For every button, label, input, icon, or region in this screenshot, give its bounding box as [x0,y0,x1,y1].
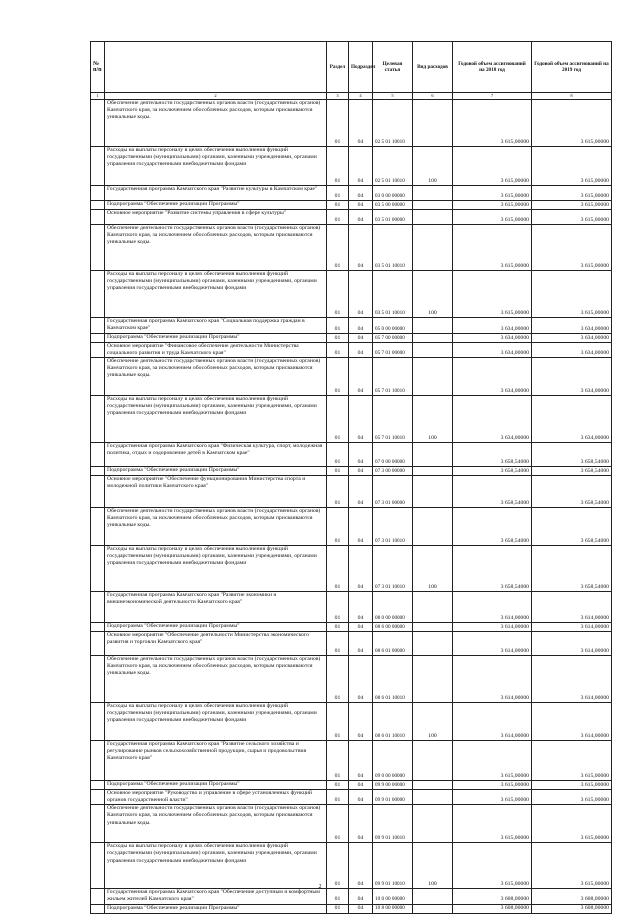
cell-amount-2018: 3 615,00000 [453,805,532,843]
cell-num [91,318,105,334]
cell-amount-2018: 3 614,00000 [453,592,532,623]
cell-amount-2018: 3 615,00000 [453,781,532,790]
header-razdel: Раздел [327,42,349,93]
cell-name: Расходы на выплаты персоналу в целях обеспечения выполнения функций государственными (муниципальными) органами, казенными учреждениями, органами управления государственными внебюджетными фондами [105,703,327,741]
cell-target-article: 08 0 00 00000 [373,592,413,623]
cell-amount-2019: 3 615,00000 [532,741,612,781]
cell-podrazdel: 04 [349,656,373,703]
cell-razdel: 01 [327,508,349,546]
cell-podrazdel: 04 [349,396,373,443]
cell-num [91,508,105,546]
cell-name: Государственная программа Камчатского края "Социальная поддержка граждан в Камчатском крае" [105,318,327,334]
cell-podrazdel: 04 [349,843,373,889]
table-row [91,703,612,741]
cell-podrazdel: 04 [349,343,373,358]
cell-target-article: 07 0 00 00000 [373,443,413,467]
cell-razdel: 01 [327,632,349,656]
table-row [91,396,612,443]
cell-razdel: 01 [327,443,349,467]
cell-razdel: 01 [327,186,349,201]
cell-amount-2018: 3 615,00000 [453,147,532,186]
cell-expense-type [413,343,453,358]
cell-expense-type: 100 [413,271,453,318]
table-row [91,343,612,358]
cell-amount-2019: 3 614,00000 [532,632,612,656]
cell-razdel: 01 [327,271,349,318]
cell-amount-2018: 3 634,00000 [453,334,532,343]
cell-podrazdel: 04 [349,889,373,904]
cell-name: Расходы на выплаты персоналу в целях обеспечения выполнения функций государственными (муниципальными) органами, казенными учреждениями, органами управления государственными внебюджетными фондами [105,147,327,186]
cell-num [91,889,105,904]
cell-amount-2019: 3 615,00000 [532,201,612,210]
cell-amount-2019: 3 615,00000 [532,225,612,271]
table-row [91,781,612,790]
cell-name: Подпрограмма "Обеспечение реализации Программы" [105,467,327,476]
cell-amount-2019: 3 615,00000 [532,843,612,889]
cell-amount-2019: 3 634,00000 [532,396,612,443]
cell-amount-2018: 3 615,00000 [453,271,532,318]
cell-expense-type [413,358,453,396]
cell-num [91,781,105,790]
cell-amount-2019: 3 658,54000 [532,443,612,467]
table-row [91,623,612,632]
cell-expense-type [413,741,453,781]
header-2019: Годовой объем ассигнований на 2019 год [532,42,612,93]
cell-amount-2019: 3 614,00000 [532,656,612,703]
cell-amount-2019: 3 634,00000 [532,358,612,396]
cell-razdel: 01 [327,904,349,913]
cell-amount-2018: 3 615,00000 [453,100,532,147]
cell-razdel: 01 [327,225,349,271]
cell-razdel: 01 [327,147,349,186]
cell-num [91,147,105,186]
cell-podrazdel: 04 [349,147,373,186]
cell-amount-2018: 3 614,00000 [453,623,532,632]
cell-podrazdel: 04 [349,703,373,741]
cell-razdel: 01 [327,396,349,443]
cell-amount-2018: 3 658,54000 [453,508,532,546]
cell-expense-type: 100 [413,843,453,889]
cell-amount-2018: 3 634,00000 [453,318,532,334]
cell-amount-2019: 3 615,00000 [532,210,612,225]
cell-podrazdel: 04 [349,546,373,592]
cell-amount-2018: 3 634,00000 [453,343,532,358]
cell-amount-2018: 3 614,00000 [453,703,532,741]
cell-razdel: 01 [327,467,349,476]
cell-target-article: 05 0 00 00000 [373,318,413,334]
table-row [91,508,612,546]
page-number: 2 [318,884,322,890]
cell-expense-type [413,100,453,147]
cell-num [91,623,105,632]
cell-name: Основное мероприятие "Обеспечение функционирования Министерства спорта и молодежной политики Камчатского края" [105,476,327,508]
cell-podrazdel: 04 [349,508,373,546]
cell-name: Подпрограмма "Обеспечение реализации Программы" [105,781,327,790]
cell-num [91,210,105,225]
cell-target-article: 10 8 00 00000 [373,904,413,913]
cell-amount-2018: 3 615,00000 [453,741,532,781]
cell-expense-type: 100 [413,703,453,741]
table-row [91,147,612,186]
cell-expense-type [413,592,453,623]
cell-name: Основное мероприятие "Руководство и управление в сфере установленных функций органов государственной власти" [105,790,327,805]
cell-num [91,271,105,318]
table-row [91,318,612,334]
cell-amount-2018: 3 615,00000 [453,186,532,201]
cell-expense-type [413,201,453,210]
table-body [91,100,612,914]
cell-podrazdel: 04 [349,476,373,508]
cell-razdel: 01 [327,781,349,790]
cell-target-article: 09 9 01 10010 [373,805,413,843]
cell-expense-type [413,508,453,546]
cell-razdel: 01 [327,656,349,703]
cell-num [91,904,105,913]
cell-razdel: 01 [327,592,349,623]
cell-num [91,100,105,147]
cell-target-article: 08 6 01 00000 [373,632,413,656]
cell-amount-2019: 3 615,00000 [532,790,612,805]
cell-amount-2018: 3 634,00000 [453,358,532,396]
cell-target-article: 03 5 01 00000 [373,210,413,225]
cell-podrazdel: 04 [349,904,373,913]
cell-num [91,790,105,805]
cell-num [91,396,105,443]
table-row [91,201,612,210]
cell-target-article: 08 6 00 00000 [373,623,413,632]
cell-amount-2019: 3 615,00000 [532,781,612,790]
cell-num [91,476,105,508]
cell-expense-type [413,443,453,467]
table-row [91,271,612,318]
table-row [91,632,612,656]
table-row [91,334,612,343]
cell-amount-2019: 3 658,54000 [532,476,612,508]
cell-num [91,443,105,467]
cell-podrazdel: 04 [349,623,373,632]
cell-name: Государственная программа Камчатского края "Физическая культура, спорт, молодежная политика, отдых и оздоровление детей в Камчатском крае" [105,443,327,467]
cell-target-article: 07 3 01 00000 [373,476,413,508]
cell-podrazdel: 04 [349,443,373,467]
cell-razdel: 01 [327,334,349,343]
table-row [91,889,612,904]
cell-target-article: 09 9 01 00000 [373,790,413,805]
cell-num [91,201,105,210]
cell-podrazdel: 04 [349,592,373,623]
cell-target-article: 09 0 00 00000 [373,741,413,781]
cell-amount-2018: 3 634,00000 [453,396,532,443]
cell-amount-2019: 3 608,00000 [532,904,612,913]
cell-amount-2019: 3 614,00000 [532,623,612,632]
cell-amount-2018: 3 658,54000 [453,546,532,592]
cell-target-article: 05 7 01 00000 [373,343,413,358]
cell-num [91,186,105,201]
cell-razdel: 01 [327,889,349,904]
table-row [91,656,612,703]
cell-target-article: 02 5 01 10010 [373,100,413,147]
header-row [91,42,612,93]
cell-expense-type [413,623,453,632]
cell-amount-2019: 3 615,00000 [532,186,612,201]
cell-amount-2019: 3 615,00000 [532,100,612,147]
cell-num [91,334,105,343]
cell-expense-type [413,210,453,225]
cell-amount-2019: 3 608,00000 [532,889,612,904]
cell-num [91,467,105,476]
cell-podrazdel: 04 [349,210,373,225]
cell-target-article: 08 6 01 10010 [373,656,413,703]
cell-amount-2018: 3 615,00000 [453,210,532,225]
cell-expense-type [413,805,453,843]
cell-podrazdel: 04 [349,781,373,790]
cell-target-article: 08 6 01 10010 [373,703,413,741]
cell-razdel: 01 [327,210,349,225]
index-cell: 6 [413,93,453,100]
table-row [91,546,612,592]
table-row [91,790,612,805]
cell-num [91,656,105,703]
cell-name: Обеспечение деятельности государственных органов власти (государственных органов) Камчатского края, за исключением обособленных расходов, которым присваиваются уникальные коды. [105,225,327,271]
cell-name: Основное мероприятие "Развитие системы управления в сфере культуры" [105,210,327,225]
cell-name: Подпрограмма "Обеспечение реализации Программы" [105,904,327,913]
cell-podrazdel: 04 [349,334,373,343]
cell-amount-2018: 3 658,54000 [453,443,532,467]
header-vr: Вид расходов [413,42,453,93]
cell-podrazdel: 04 [349,186,373,201]
cell-name: Подпрограмма "Обеспечение реализации Программы" [105,334,327,343]
table-row [91,843,612,889]
cell-num [91,358,105,396]
table-row [91,100,612,147]
cell-target-article: 03 5 00 00000 [373,201,413,210]
cell-name: Обеспечение деятельности государственных органов власти (государственных органов) Камчатского края, за исключением обособленных расходов, которым присваиваются уникальные коды. [105,656,327,703]
cell-amount-2019: 3 658,54000 [532,546,612,592]
cell-amount-2019: 3 634,00000 [532,318,612,334]
cell-name: Расходы на выплаты персоналу в целях обеспечения выполнения функций государственными (муниципальными) органами, казенными учреждениями, органами управления государственными внебюджетными фондами [105,396,327,443]
table-row [91,741,612,781]
header-name [105,42,327,93]
cell-num [91,592,105,623]
cell-amount-2019: 3 614,00000 [532,703,612,741]
cell-expense-type [413,334,453,343]
table-row [91,467,612,476]
cell-expense-type: 100 [413,546,453,592]
cell-name: Расходы на выплаты персоналу в целях обеспечения выполнения функций государственными (муниципальными) органами, казенными учреждениями, органами управления государственными внебюджетными фондами [105,546,327,592]
cell-name: Основное мероприятие "Обеспечение деятельности Министерства экономического развития и торговли Камчатского края" [105,632,327,656]
cell-name: Подпрограмма "Обеспечение реализации Программы" [105,201,327,210]
cell-name: Расходы на выплаты персоналу в целях обеспечения выполнения функций государственными (муниципальными) органами, казенными учреждениями, органами управления государственными внебюджетными фондами [105,843,327,889]
cell-podrazdel: 04 [349,318,373,334]
cell-amount-2018: 3 608,00000 [453,889,532,904]
cell-amount-2018: 3 658,54000 [453,476,532,508]
cell-amount-2018: 3 615,00000 [453,843,532,889]
cell-expense-type [413,225,453,271]
cell-amount-2019: 3 615,00000 [532,271,612,318]
cell-target-article: 03 0 00 00000 [373,186,413,201]
cell-expense-type [413,781,453,790]
cell-amount-2019: 3 615,00000 [532,147,612,186]
index-cell: 8 [532,93,612,100]
cell-num [91,343,105,358]
index-cell: 5 [373,93,413,100]
cell-num [91,843,105,889]
cell-amount-2018: 3 615,00000 [453,225,532,271]
cell-razdel: 01 [327,843,349,889]
cell-podrazdel: 04 [349,467,373,476]
table-row [91,225,612,271]
cell-target-article: 05 7 00 00000 [373,334,413,343]
cell-name: Государственная программа Камчатского края "Развитие сельского хозяйства и регулирование рынков сельскохозяйственной продукции, сырья и продовольствия Камчатского края" [105,741,327,781]
budget-table [90,41,612,914]
cell-podrazdel: 04 [349,741,373,781]
cell-podrazdel: 04 [349,100,373,147]
cell-target-article: 03 5 01 10010 [373,225,413,271]
index-row [91,93,612,100]
cell-name: Обеспечение деятельности государственных органов власти (государственных органов) Камчатского края, за исключением обособленных расходов, которым присваиваются уникальные коды. [105,508,327,546]
header-num: № п/п [91,42,105,93]
cell-razdel: 01 [327,805,349,843]
cell-razdel: 01 [327,546,349,592]
cell-name: Обеспечение деятельности государственных органов власти (государственных органов) Камчатского края, за исключением обособленных расходов, которым присваиваются уникальные коды. [105,805,327,843]
cell-podrazdel: 04 [349,790,373,805]
cell-amount-2019: 3 658,54000 [532,508,612,546]
header-podrazdel: Подраздел [349,42,373,93]
table-row [91,592,612,623]
table-row [91,904,612,913]
cell-target-article: 09 9 00 00000 [373,781,413,790]
header-csr: Целевая статья [373,42,413,93]
cell-name: Обеспечение деятельности государственных органов власти (государственных органов) Камчатского края, за исключением обособленных расходов, которым присваиваются уникальные коды. [105,358,327,396]
cell-target-article: 09 9 01 10010 [373,843,413,889]
cell-razdel: 01 [327,623,349,632]
cell-amount-2018: 3 608,00000 [453,904,532,913]
cell-expense-type [413,476,453,508]
cell-num [91,703,105,741]
cell-target-article: 03 5 01 10010 [373,271,413,318]
cell-amount-2019: 3 615,00000 [532,805,612,843]
cell-razdel: 01 [327,358,349,396]
table-row [91,476,612,508]
cell-expense-type [413,790,453,805]
index-cell: 4 [349,93,373,100]
cell-podrazdel: 04 [349,271,373,318]
cell-amount-2019: 3 614,00000 [532,592,612,623]
cell-name: Государственная программа Камчатского края "Развитие экономики и внешнеэкономической деятельности Камчатского края" [105,592,327,623]
cell-name: Основное мероприятие "Финансовое обеспечение деятельности Министерства социального развития и труда Камчатского края" [105,343,327,358]
cell-amount-2018: 3 658,54000 [453,467,532,476]
cell-name: Обеспечение деятельности государственных органов власти (государственных органов) Камчатского края, за исключением обособленных расходов, которым присваиваются уникальные коды. [105,100,327,147]
cell-amount-2018: 3 615,00000 [453,201,532,210]
cell-num [91,546,105,592]
cell-razdel: 01 [327,343,349,358]
table-row [91,358,612,396]
cell-expense-type [413,186,453,201]
cell-razdel: 01 [327,100,349,147]
cell-amount-2019: 3 634,00000 [532,334,612,343]
index-cell: 1 [91,93,105,100]
cell-name: Расходы на выплаты персоналу в целях обеспечения выполнения функций государственными (муниципальными) органами, казенными учреждениями, органами управления государственными внебюджетными фондами [105,271,327,318]
cell-expense-type [413,656,453,703]
index-cell: 3 [327,93,349,100]
table-row [91,443,612,467]
cell-num [91,632,105,656]
cell-razdel: 01 [327,476,349,508]
cell-amount-2019: 3 658,54000 [532,467,612,476]
cell-target-article: 07 3 01 10010 [373,508,413,546]
cell-expense-type: 100 [413,147,453,186]
cell-razdel: 01 [327,741,349,781]
cell-target-article: 10 0 00 00000 [373,889,413,904]
header-2018: Годовой объем ассигнований на 2018 год [453,42,532,93]
cell-target-article: 07 3 01 10010 [373,546,413,592]
cell-expense-type [413,632,453,656]
cell-expense-type [413,889,453,904]
cell-expense-type: 100 [413,396,453,443]
budget-table-container [90,41,611,914]
cell-podrazdel: 04 [349,225,373,271]
cell-amount-2018: 3 615,00000 [453,790,532,805]
table-row [91,805,612,843]
cell-razdel: 01 [327,318,349,334]
cell-amount-2018: 3 614,00000 [453,632,532,656]
cell-num [91,741,105,781]
cell-expense-type [413,904,453,913]
cell-num [91,805,105,843]
cell-target-article: 05 7 01 10010 [373,358,413,396]
cell-razdel: 01 [327,790,349,805]
cell-expense-type [413,318,453,334]
table-row [91,186,612,201]
cell-name: Государственная программа Камчатского края "Обеспечение доступным и комфортным жильем жителей Камчатского края" [105,889,327,904]
cell-podrazdel: 04 [349,201,373,210]
cell-target-article: 05 7 01 10010 [373,396,413,443]
cell-razdel: 01 [327,703,349,741]
cell-target-article: 02 5 01 10010 [373,147,413,186]
cell-podrazdel: 04 [349,358,373,396]
cell-name: Подпрограмма "Обеспечение реализации Программы" [105,623,327,632]
table-row [91,210,612,225]
cell-target-article: 07 3 00 00000 [373,467,413,476]
index-cell: 2 [105,93,327,100]
cell-razdel: 01 [327,201,349,210]
cell-num [91,225,105,271]
cell-podrazdel: 04 [349,805,373,843]
cell-amount-2019: 3 634,00000 [532,343,612,358]
cell-amount-2018: 3 614,00000 [453,656,532,703]
index-cell: 7 [453,93,532,100]
cell-expense-type [413,467,453,476]
cell-name: Государственная программа Камчатского края "Развитие культуры в Камчатском крае" [105,186,327,201]
cell-podrazdel: 04 [349,632,373,656]
